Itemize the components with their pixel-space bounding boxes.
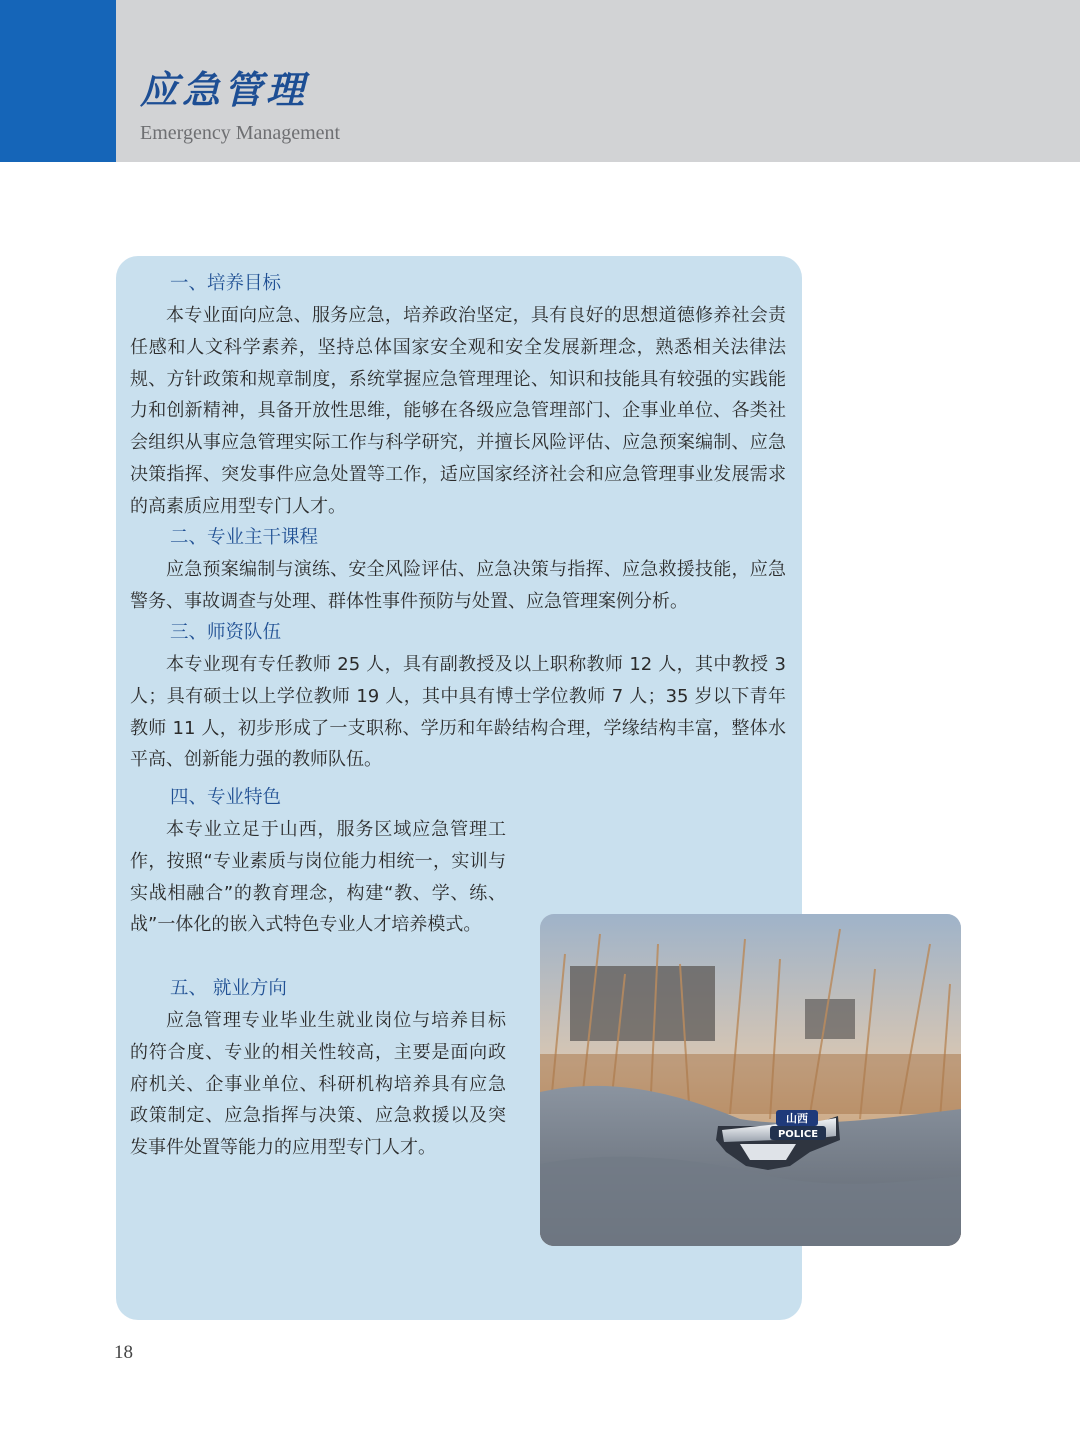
police-badge-photo <box>540 914 961 1246</box>
page-title: 应急管理 <box>140 67 309 112</box>
page-number: 18 <box>114 1342 133 1363</box>
badge-bottom-text: POLICE <box>777 1129 819 1140</box>
section-heading-training-goal: 一、培养目标 <box>170 273 282 294</box>
section-text-training-goal: 本专业面向应急、服务应急，培养政治坚定，具有良好的思想道德修养社会责任感和人文科学素养，坚持总体国家安全观和安全发展新理念，熟悉相关法律法规、方针政策和规章制度，系统掌握应急管理理论、知识和技能具有较强的实践能力和创新精神，具备开放性思维，能够在各级应急管理部门、企事业单位、各类社会组织从事应急管理实际工作与科学研究，并擅长风险评估、应急预案编制、应急决策指挥、突发事件应急处置等工作，适应国家经济社会和应急管理事业发展需求的高素质应用型专门人才。 <box>130 305 786 517</box>
header-accent-bar <box>0 0 116 162</box>
section-heading-employment: 五、 就业方向 <box>170 978 287 999</box>
section-heading-faculty: 三、师资队伍 <box>170 622 282 643</box>
badge-top-text: 山西 <box>786 1112 808 1125</box>
section-text-employment: 应急管理专业毕业生就业岗位与培养目标的符合度、专业的相关性较高，主要是面向政府机关、企事业单位、科研机构培养具有应急政策制定、应急指挥与决策、应急救援以及突发事件处置等能力的应用型专门人才。 <box>130 1010 506 1159</box>
page-subtitle: Emergency Management <box>140 122 341 144</box>
section-text-features: 本专业立足于山西，服务区域应急管理工作，按照“专业素质与岗位能力相统一，实训与实战相融合”的教育理念，构建“教、学、练、战”一体化的嵌入式特色专业人才培养模式。 <box>130 819 506 936</box>
section-text-core-courses: 应急预案编制与演练、安全风险评估、应急决策与指挥、应急救援技能，应急警务、事故调查与处理、群体性事件预防与处置、应急管理案例分析。 <box>130 559 786 612</box>
section-text-faculty: 本专业现有专任教师 25 人，具有副教授及以上职称教师 12 人，其中教授 3 人；具有硕士以上学位教师 19 人，其中具有博士学位教师 7 人；35 岁以下青年教师 11 人，初步形成了一支职称、学历和年龄结构合理，学缘结构丰富，整体水平高、创新能力强的教师队伍。 <box>130 654 786 771</box>
section-heading-features: 四、专业特色 <box>170 787 282 808</box>
section-heading-core-courses: 二、专业主干课程 <box>170 527 319 548</box>
